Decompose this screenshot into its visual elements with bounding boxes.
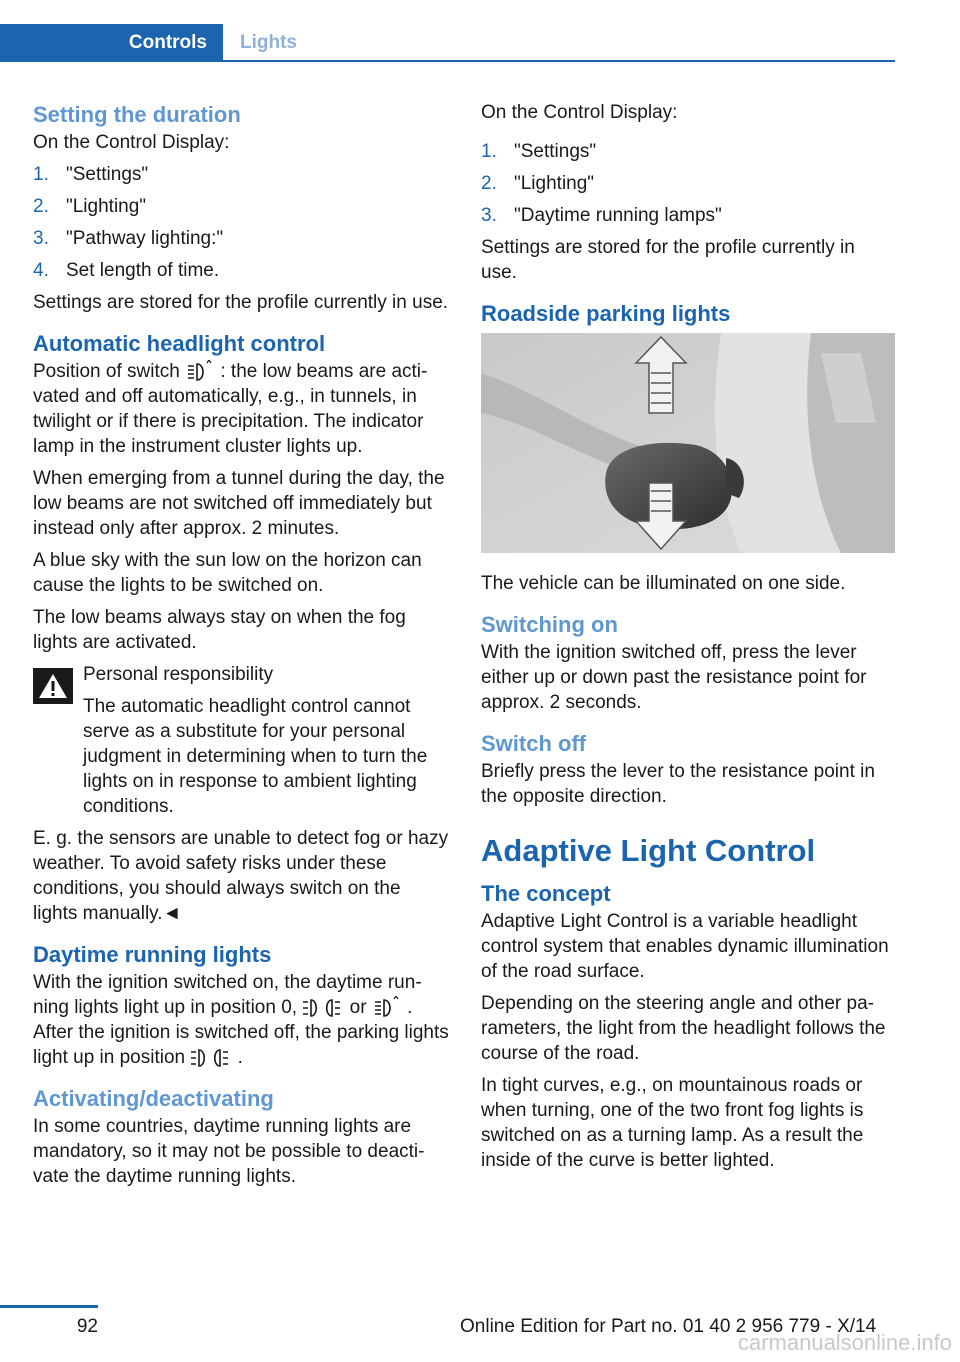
header-rule bbox=[0, 60, 895, 62]
duration-note: Settings are stored for the profile currently in use. bbox=[33, 292, 449, 313]
heading-adaptive-light-control: Adaptive Light Control bbox=[481, 833, 816, 868]
duration-intro: On the Control Display: bbox=[33, 132, 230, 153]
list-item: 3. "Daytime running lamps" bbox=[481, 205, 722, 226]
duration-steps bbox=[33, 162, 449, 283]
heading-daytime-running: Daytime running lights bbox=[33, 942, 272, 967]
auto-headlight-icon bbox=[372, 996, 402, 1020]
lever-illustration bbox=[481, 333, 895, 553]
header-section-controls[interactable]: Controls bbox=[0, 24, 223, 62]
auto-paragraph-1: Position of switch : the low beams are activated and off automatically, e.g., in tunnels, in twilight or if there is precipitation. The indicator lamp in the instrument cluster lights up. bbox=[33, 361, 428, 457]
left-column bbox=[33, 100, 449, 1196]
header-section-lights[interactable]: Lights bbox=[240, 32, 297, 53]
list-item: 3. "Pathway lighting:" bbox=[33, 228, 224, 249]
right-intro: On the Control Display: bbox=[481, 102, 678, 123]
footer-rule bbox=[0, 1305, 98, 1308]
roadside-caption: The vehicle can be illuminated on one side. bbox=[481, 573, 846, 594]
auto-paragraph-4: The low beams always stay on when the fog lights are activated. bbox=[33, 607, 406, 653]
concept-paragraph-2: Depending on the steering angle and other parameters, the light from the headlight follows the course of the road. bbox=[481, 993, 886, 1064]
edition-text: Online Edition for Part no. 01 40 2 956 779 - X/14 bbox=[460, 1316, 877, 1337]
switching-on-text: With the ignition switched off, press the lever either up or down past the resistance point for approx. 2 seconds. bbox=[481, 642, 867, 713]
watermark: carmanualsonline.info bbox=[737, 1330, 952, 1355]
auto-headlight-icon bbox=[185, 360, 215, 384]
list-item: 2. "Lighting" bbox=[33, 196, 147, 217]
concept-paragraph-3: In tight curves, e.g., on mountainous roads or when turning, one of the two front fog lights is switched on as a turning lamp. As a result the inside of the curve is better lighted. bbox=[481, 1075, 864, 1171]
heading-automatic-headlight: Automatic headlight control bbox=[33, 331, 326, 356]
warning-triangle-icon bbox=[33, 668, 73, 704]
drl-paragraph-1: With the ignition switched on, the daytime running lights light up in position 0, or . bbox=[33, 972, 422, 1018]
drl-steps bbox=[481, 139, 895, 228]
parking-light-icon bbox=[302, 997, 344, 1019]
auto-paragraph-2: When emerging from a tunnel during the day, the low beams are not switched off immediately but instead only after approx. 2 minutes. bbox=[33, 468, 445, 539]
page-number: 92 bbox=[76, 1316, 98, 1337]
heading-switch-off: Switch off bbox=[481, 731, 587, 756]
heading-switching-on: Switching on bbox=[481, 612, 618, 637]
drl-paragraph-2: After the ignition is switched off, the parking lights light up in position . bbox=[33, 1022, 449, 1068]
heading-setting-duration: Setting the duration bbox=[33, 102, 241, 127]
list-item: 2. "Lighting" bbox=[481, 173, 595, 194]
warning-box bbox=[33, 662, 449, 819]
warning-text: The automatic headlight control cannot serve as a substitute for your personal judgment in determining when to turn the lights on in response to ambient lighting conditions. bbox=[83, 696, 428, 817]
list-item: 4. Set length of time. bbox=[33, 260, 220, 281]
page-header bbox=[0, 24, 895, 62]
auto-paragraph-3: A blue sky with the sun low on the horizon can cause the lights to be switched on. bbox=[33, 550, 422, 596]
heading-activating-deactivating: Activating/deactivating bbox=[33, 1086, 274, 1111]
right-note: Settings are stored for the profile currently in use. bbox=[481, 237, 855, 283]
list-item: 1. "Settings" bbox=[33, 164, 149, 185]
concept-paragraph-1: Adaptive Light Control is a variable headlight control system that enables dynamic illumination of the road surface. bbox=[481, 911, 889, 982]
warning-paragraph-2: E. g. the sensors are unable to detect fog or hazy weather. To avoid safety risks under these conditions, you should always switch on the lights manually.◄ bbox=[33, 828, 449, 924]
list-item: 1. "Settings" bbox=[481, 141, 597, 162]
heading-roadside-parking: Roadside parking lights bbox=[481, 301, 731, 326]
parking-light-icon bbox=[190, 1047, 232, 1069]
activating-paragraph: In some countries, daytime running lights are mandatory, so it may not be possible to deactivate the daytime running lights. bbox=[33, 1116, 425, 1187]
right-column bbox=[481, 100, 895, 1180]
warning-title: Personal responsibility bbox=[83, 664, 274, 685]
heading-the-concept: The concept bbox=[481, 881, 611, 906]
switch-off-text: Briefly press the lever to the resistance point in the opposite direction. bbox=[481, 761, 875, 807]
